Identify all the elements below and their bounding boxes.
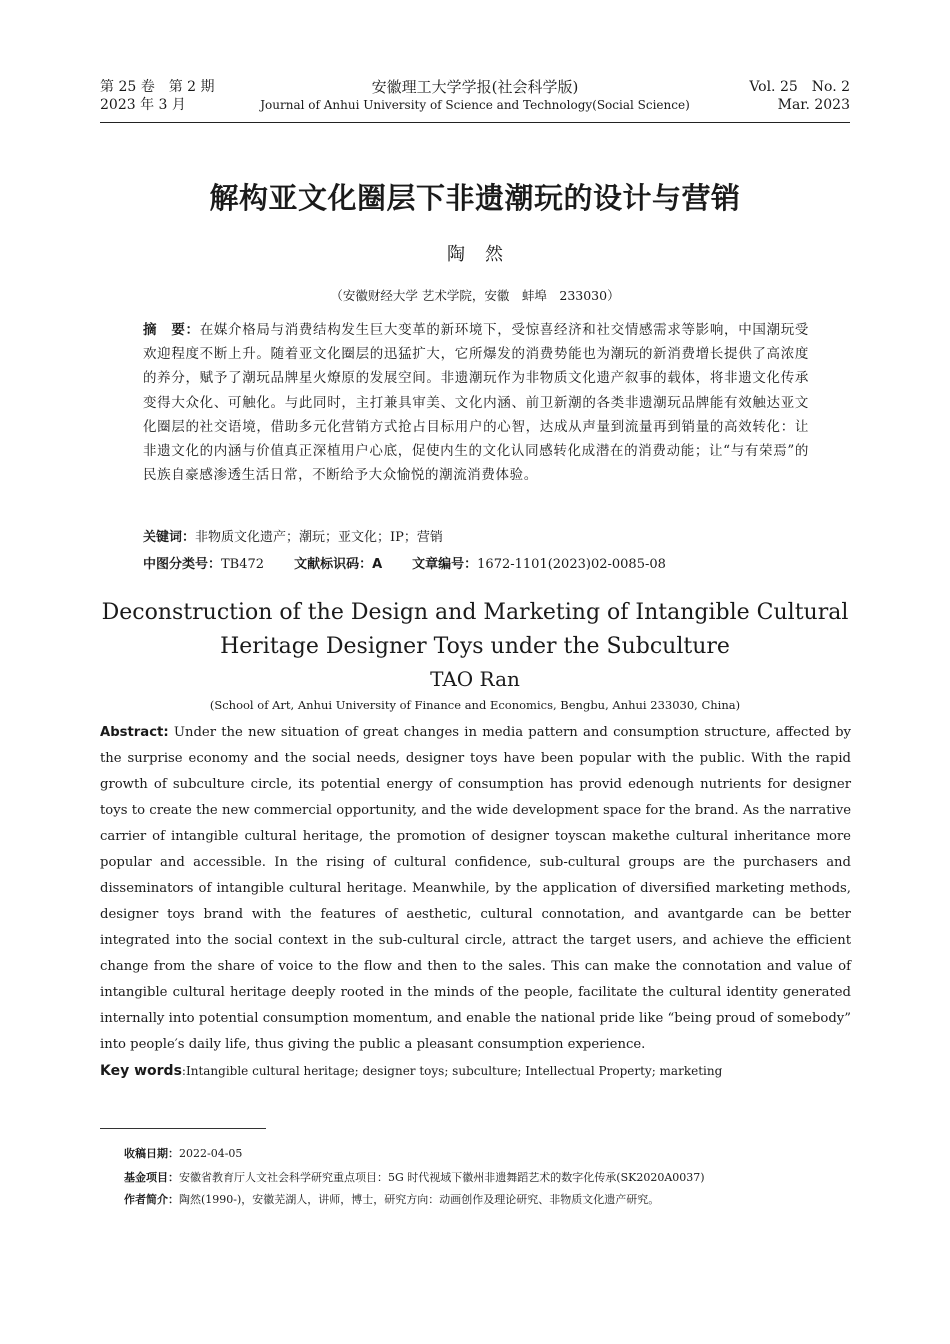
date-cn: 2023 年 3 月 (100, 97, 186, 113)
abstract-en: Abstract: Under the new situation of great changes in media pattern and consumption structure, affected by the surprise economy and the social needs, designer toys have been popular with the public. With the rapid growth of subculture circle, its potential energy of consumption has provid edenough nutrients for designer toys to create the new commercial opportunity, and the wide development space for the brand. As the narrative carrier of intangible cultural heritage, the promotion of designer toyscan makethe cultural inheritance more popular and accessible. In the rising of cultural confidence, sub-cultural groups are the purchasers and disseminators of intangible cultural heritage. Meanwhile, by the application of diversified marketing methods, designer toys brand with the features of aesthetic, cultural connotation, and avantgarde can be better integrated into the social context in the sub-cultural circle, attract the target users, and achieve the efficient change from the share of voice to the flow and then to the sales. This can make the connotation and value of intangible cultural heritage deeply rooted in the minds of the people, facilitate the cultural identity generated internally into potential consumption momentum, and enable the national pride like “being proud of somebody” into people′s daily life, thus giving the public a pleasant consumption experience. (100, 725, 851, 1052)
footnote-bio (124, 1192, 659, 1208)
title-en-line-1: Deconstruction of the Design and Marketing of Intangible Cultural (101, 600, 849, 625)
journal-name-en: Journal of Anhui University of Science and Technology(Social Science) (260, 98, 690, 112)
abstract-cn-text: 在媒介格局与消费结构发生巨大变革的新环境下，受惊喜经济和社交情感需求等影响，中国潮玩受欢迎程度不断上升。随着亚文化圈层的迅猛扩大，它所爆发的消费势能也为潮玩的新消费增长提供了高浓度的养分，赋予了潮玩品牌星火燎原的发展空间。非遗潮玩作为非物质文化遗产叙事的载体，将非遗文化传承变得大众化、可触化。与此同时，主打兼具审美、文化内涵、前卫新潮的各类非遗潮玩品牌能有效触达亚文化圈层的社交语境，借助多元化营销方式抢占目标用户的心智，达成从声量到流量再到销量的高效转化：让非遗文化的内涵与价值真正深植用户心底，促使内生的文化认同感转化成潜在的消费动能；让“与有荣焉”的民族自豪感渗透生活日常，不断给予大众愉悦的潮流消费体验。 (143, 322, 809, 484)
keywords-cn (143, 528, 809, 548)
abstract-cn-label: 摘 要： (143, 322, 200, 338)
author-cn: 陶然 (447, 244, 523, 265)
abstract-en-label: Abstract (100, 725, 164, 740)
doc-code-label: 文献标识码： (294, 557, 373, 572)
received-date: 2022-04-05 (179, 1147, 243, 1160)
article-title-cn: 解构亚文化圈层下非遗潮玩的设计与营销 (209, 181, 741, 215)
clc-value: TB472 (221, 557, 265, 572)
bio-text: 陶然(1990-)，安徽芜湖人，讲师，博士，研究方向：动画创作及理论研究、非物质文化遗产研究。 (179, 1193, 660, 1206)
affiliation-cn: （安徽财经大学 艺术学院，安徽 蚌埠 233030） (330, 288, 620, 303)
classification-line (143, 555, 809, 575)
footnote-fund (124, 1170, 705, 1186)
running-header (100, 78, 850, 123)
fund-text: 安徽省教育厅人文社会科学研究重点项目：5G 时代视域下徽州非遗舞蹈艺术的数字化传承(SK2020A0037) (179, 1171, 705, 1184)
date-en: Mar. 2023 (777, 97, 850, 113)
author-en: TAO Ran (430, 667, 520, 691)
abstract-en-text: Under the new situation of great changes in media pattern and consumption structure, affected by the surprise economy and the social needs, designer toys have been popular with the public. With the rapid growth of subculture circle, its potential energy of consumption has provid edenough nutrients for designer toys to create the new commercial opportunity, and the wide development space for the brand. As the narrative carrier of intangible cultural heritage, the promotion of designer toyscan makethe cultural inheritance more popular and accessible. In the rising of cultural confidence, sub-cultural groups are the purchasers and disseminators of intangible cultural heritage. Meanwhile, by the application of diversified marketing methods, designer toys brand with the features of aesthetic, cultural connotation, and avantgarde can be better integrated into the social context in the sub-cultural circle, attract the target users, and achieve the efficient change from the share of voice to the flow and then to the sales. This can make the connotation and value of intangible cultural heritage deeply rooted in the minds of the people, facilitate the cultural identity generated internally into potential consumption momentum, and enable the national pride like “being proud of somebody” into people′s daily life, thus giving the public a pleasant consumption experience. (100, 725, 851, 1052)
header-center (100, 78, 850, 114)
abstract-cn (143, 318, 809, 487)
title-en-line-2: Heritage Designer Toys under the Subculture (220, 634, 730, 659)
keywords-cn-label: 关键词： (143, 530, 196, 545)
article-no-label: 文章编号： (412, 557, 478, 572)
article-title-en (0, 596, 950, 664)
header-right (749, 78, 850, 114)
volume-issue-cn: 第 25 卷 第 2 期 (100, 79, 215, 95)
keywords-en-text: Intangible cultural heritage; designer toys; subculture; Intellectual Property; marketing (185, 1064, 723, 1078)
keywords-cn-text: 非物质文化遗产；潮玩；亚文化；IP；营销 (195, 530, 443, 545)
footnote-divider (100, 1128, 266, 1129)
received-label: 收稿日期： (124, 1147, 179, 1160)
doc-code-value: A (372, 557, 383, 572)
bio-label: 作者简介： (124, 1193, 179, 1206)
affiliation-en: (School of Art, Anhui University of Finance and Economics, Bengbu, Anhui 233030, China) (209, 698, 741, 712)
journal-name-cn: 安徽理工大学学报(社会科学版) (371, 78, 579, 96)
footnote-received (124, 1146, 242, 1162)
article-no-value: 1672-1101(2023)02-0085-08 (477, 557, 666, 572)
volume-issue-en: Vol. 25 No. 2 (749, 79, 850, 95)
clc-label: 中图分类号： (143, 557, 222, 572)
keywords-en-label: Key words (100, 1063, 182, 1079)
fund-label: 基金项目： (124, 1171, 179, 1184)
keywords-en: Key words:Intangible cultural heritage; designer toys; subculture; Intellectual Property; marketing (100, 1063, 723, 1079)
